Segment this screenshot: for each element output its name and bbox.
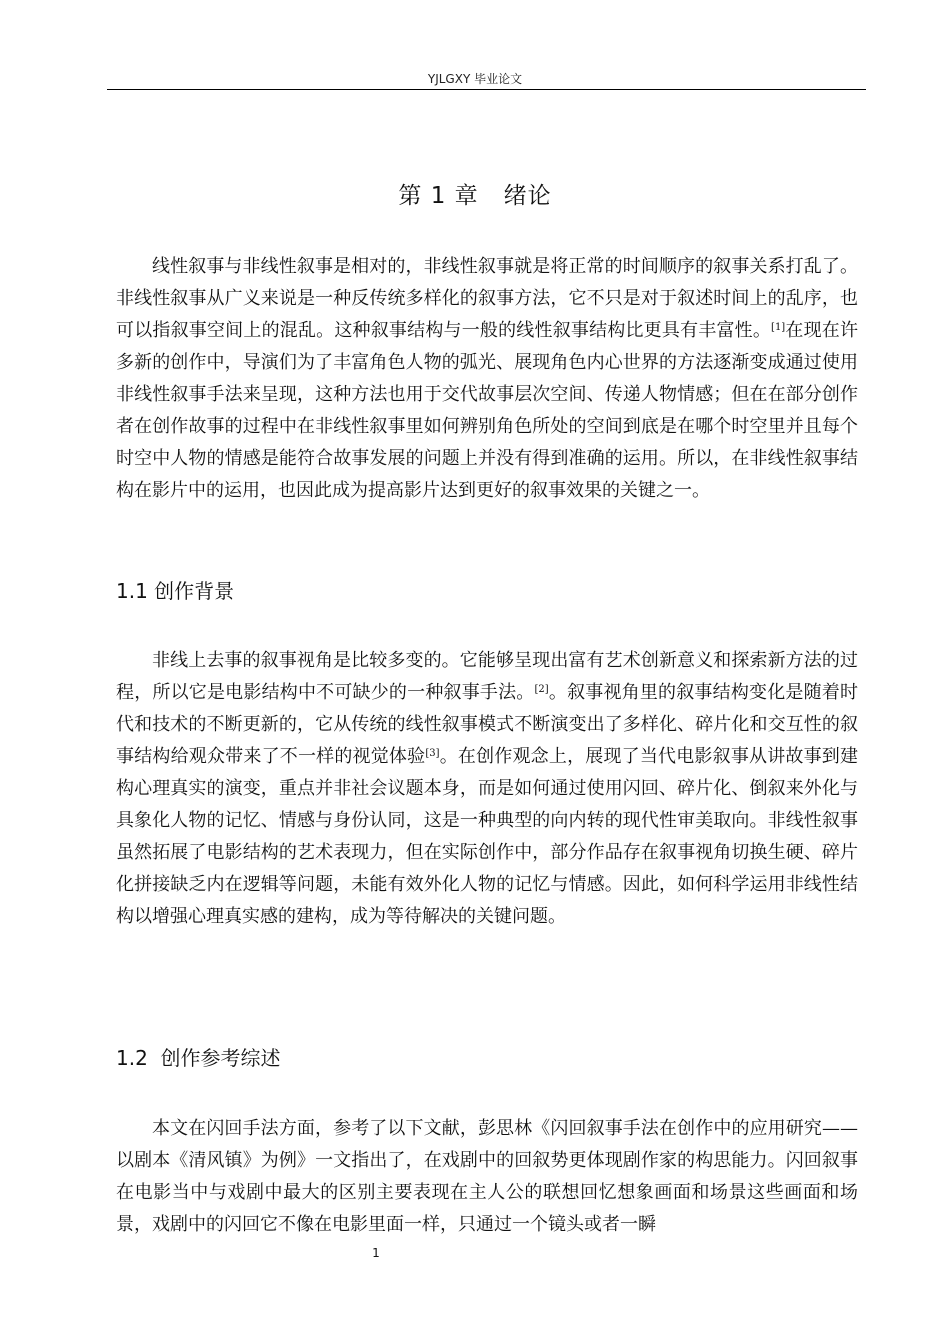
citation-ref: [2] (534, 684, 549, 695)
paragraph-review: 本文在闪回手法方面，参考了以下文献，彭思林《闪回叙事手法在创作中的应用研究——以剧本《清风镇》为例》一文指出了，在戏剧中的回叙势更体现剧作家的构思能力。闪回叙事在电影当中与戏剧中最大的区别主要表现在主人公的联想回忆想象画面和场景这些画面和场景，戏剧中的闪回它不像在电影里面一样，只通过一个镜头或者一瞬 (116, 1118, 858, 1235)
paragraph-text: 线性叙事与非线性叙事是相对的，非线性叙事就是将正常的时间顺序的叙事关系打乱了。非线性叙事从广义来说是一种反传统多样化的叙事方法，它不只是对于叙述时间上的乱序，也可以指叙事空间上的混乱。这种叙事结构与一般的线性叙事结构比更具有丰富性。 (116, 256, 858, 341)
paragraph-text: 。在创作观念上，展现了当代电影叙事从讲故事到建构心理真实的演变，重点并非社会议题本身，而是如何通过使用闪回、碎片化、倒叙来外化与具象化人物的记忆、情感与身份认同，这是一种典型的向内转的现代性审美取向。非线性叙事虽然拓展了电影结构的艺术表现力，但在实际创作中，部分作品存在叙事视角切换生硬、碎片化拼接缺乏内在逻辑等问题，未能有效外化人物的记忆与情感。因此，如何科学运用非线性结构以增强心理真实感的建构，成为等待解决的关键问题。 (116, 746, 858, 927)
citation-ref: [3] (425, 748, 440, 759)
header-rule (107, 89, 866, 90)
section-heading: 1.1 创作背景 (116, 579, 235, 603)
running-header: YJLGXY 毕业论文 (427, 72, 523, 86)
paragraph-text: 。叙事视角里的叙事结构变化是随着时代和技术的不断更新的，它从传统的线性叙事模式不断演变出了多样化、碎片化和交互性的叙事结构给观众带来了不一样的视觉体验 (116, 682, 858, 767)
paragraph-text: 在现在许多新的创作中，导演们为了丰富角色人物的弧光、展现角色内心世界的方法逐渐变成通过使用非线性叙事手法来呈现，这种方法也用于交代故事层次空间、传递人物情感；但在在部分创作者在创作故事的过程中在非线性叙事里如何辨别角色所处的空间到底是在哪个时空里并且每个时空中人物的情感是能符合故事发展的问题上并没有得到准确的运用。所以，在非线性叙事结构在影片中的运用，也因此成为提高影片达到更好的叙事效果的关键之一。 (116, 320, 859, 501)
paragraph-intro (116, 251, 858, 507)
page-number: 1 (372, 1246, 380, 1260)
paragraph-text: 非线上去事的叙事视角是比较多变的。它能够呈现出富有艺术创新意义和探索新方法的过程，所以它是电影结构中不可缺少的一种叙事手法。 (116, 650, 858, 703)
citation-ref: [1] (771, 322, 786, 333)
chapter-title: 第 1 章 绪论 (398, 183, 552, 209)
section-heading: 1.2 创作参考综述 (116, 1046, 281, 1070)
paragraph-background (116, 645, 858, 933)
